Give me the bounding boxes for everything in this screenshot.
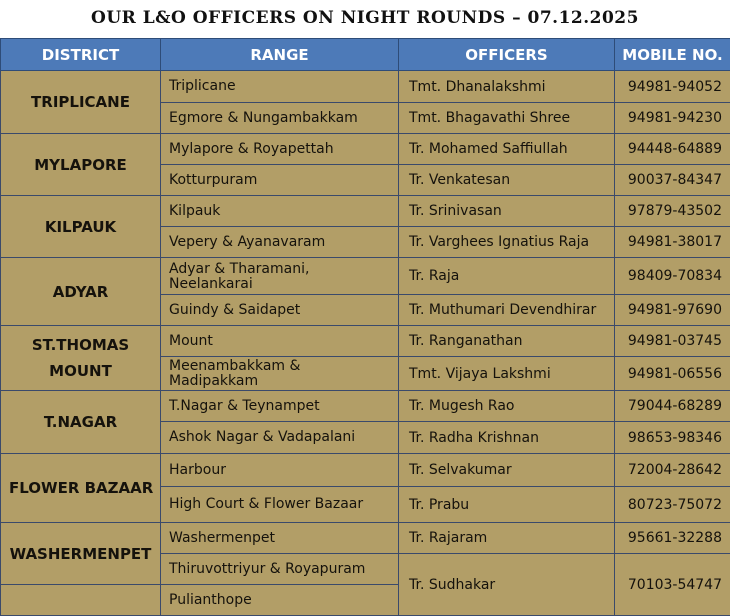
- mobile-cell: 90037-84347: [615, 165, 730, 196]
- table-row: [1, 196, 730, 227]
- range-cell: Kotturpuram: [161, 165, 399, 196]
- range-cell: Pulianthope: [161, 585, 399, 616]
- district-cell: WASHERMENPET: [1, 523, 161, 585]
- range-cell: High Court & Flower Bazaar: [161, 487, 399, 523]
- range-cell: Vepery & Ayanavaram: [161, 227, 399, 258]
- header-mobile: MOBILE NO.: [615, 39, 730, 71]
- officer-cell: Tr. Rajaram: [399, 523, 615, 554]
- officer-cell: Tr. Srinivasan: [399, 196, 615, 227]
- range-cell: Mount: [161, 326, 399, 357]
- table-row: [1, 391, 730, 422]
- officer-cell: Tr. Selvakumar: [399, 454, 615, 487]
- officer-cell: Tr. Ranganathan: [399, 326, 615, 357]
- officer-cell: Tr. Muthumari Devendhirar: [399, 295, 615, 326]
- officer-cell: Tmt. Vijaya Lakshmi: [399, 357, 615, 391]
- district-cell: [1, 585, 161, 616]
- mobile-cell: 79044-68289: [615, 391, 730, 422]
- officer-cell: Tr. Radha Krishnan: [399, 422, 615, 454]
- mobile-cell: 94981-03745: [615, 326, 730, 357]
- table-row: [1, 326, 730, 357]
- district-cell: T.NAGAR: [1, 391, 161, 454]
- district-cell: TRIPLICANE: [1, 71, 161, 134]
- header-row: [1, 39, 730, 71]
- mobile-cell: 70103-54747: [615, 554, 730, 616]
- mobile-cell: 94981-38017: [615, 227, 730, 258]
- table-row: [1, 71, 730, 103]
- table-row: [1, 134, 730, 165]
- range-cell: T.Nagar & Teynampet: [161, 391, 399, 422]
- range-cell: Washermenpet: [161, 523, 399, 554]
- table-row: [1, 258, 730, 295]
- mobile-cell: 94981-06556: [615, 357, 730, 391]
- officers-table: [0, 38, 730, 616]
- range-cell: Ashok Nagar & Vadapalani: [161, 422, 399, 454]
- mobile-cell: 72004-28642: [615, 454, 730, 487]
- officer-cell: Tr. Sudhakar: [399, 554, 615, 616]
- district-cell: MYLAPORE: [1, 134, 161, 196]
- mobile-cell: 95661-32288: [615, 523, 730, 554]
- range-cell: Harbour: [161, 454, 399, 487]
- district-cell: FLOWER BAZAAR: [1, 454, 161, 523]
- header-officers: OFFICERS: [399, 39, 615, 71]
- district-cell: ST.THOMAS MOUNT: [1, 326, 161, 391]
- page-title: OUR L&O OFFICERS ON NIGHT ROUNDS – 07.12.2025: [0, 0, 730, 38]
- range-cell: Meenambakkam & Madipakkam: [161, 357, 399, 391]
- officer-cell: Tmt. Bhagavathi Shree: [399, 103, 615, 134]
- table-row: [1, 454, 730, 487]
- range-cell: Egmore & Nungambakkam: [161, 103, 399, 134]
- district-cell: ADYAR: [1, 258, 161, 326]
- header-district: DISTRICT: [1, 39, 161, 71]
- mobile-cell: 80723-75072: [615, 487, 730, 523]
- range-cell: Kilpauk: [161, 196, 399, 227]
- district-cell: KILPAUK: [1, 196, 161, 258]
- range-cell: Triplicane: [161, 71, 399, 103]
- range-cell: Mylapore & Royapettah: [161, 134, 399, 165]
- officer-cell: Tr. Prabu: [399, 487, 615, 523]
- mobile-cell: 98409-70834: [615, 258, 730, 295]
- range-cell: Adyar & Tharamani, Neelankarai: [161, 258, 399, 295]
- officer-cell: Tr. Raja: [399, 258, 615, 295]
- table-row: [1, 523, 730, 554]
- officer-cell: Tr. Mohamed Saffiullah: [399, 134, 615, 165]
- officer-cell: Tr. Mugesh Rao: [399, 391, 615, 422]
- range-cell: Thiruvottriyur & Royapuram: [161, 554, 399, 585]
- officer-cell: Tr. Venkatesan: [399, 165, 615, 196]
- mobile-cell: 94981-94052: [615, 71, 730, 103]
- mobile-cell: 94448-64889: [615, 134, 730, 165]
- officer-cell: Tmt. Dhanalakshmi: [399, 71, 615, 103]
- officer-cell: Tr. Varghees Ignatius Raja: [399, 227, 615, 258]
- mobile-cell: 94981-94230: [615, 103, 730, 134]
- header-range: RANGE: [161, 39, 399, 71]
- mobile-cell: 98653-98346: [615, 422, 730, 454]
- mobile-cell: 94981-97690: [615, 295, 730, 326]
- range-cell: Guindy & Saidapet: [161, 295, 399, 326]
- mobile-cell: 97879-43502: [615, 196, 730, 227]
